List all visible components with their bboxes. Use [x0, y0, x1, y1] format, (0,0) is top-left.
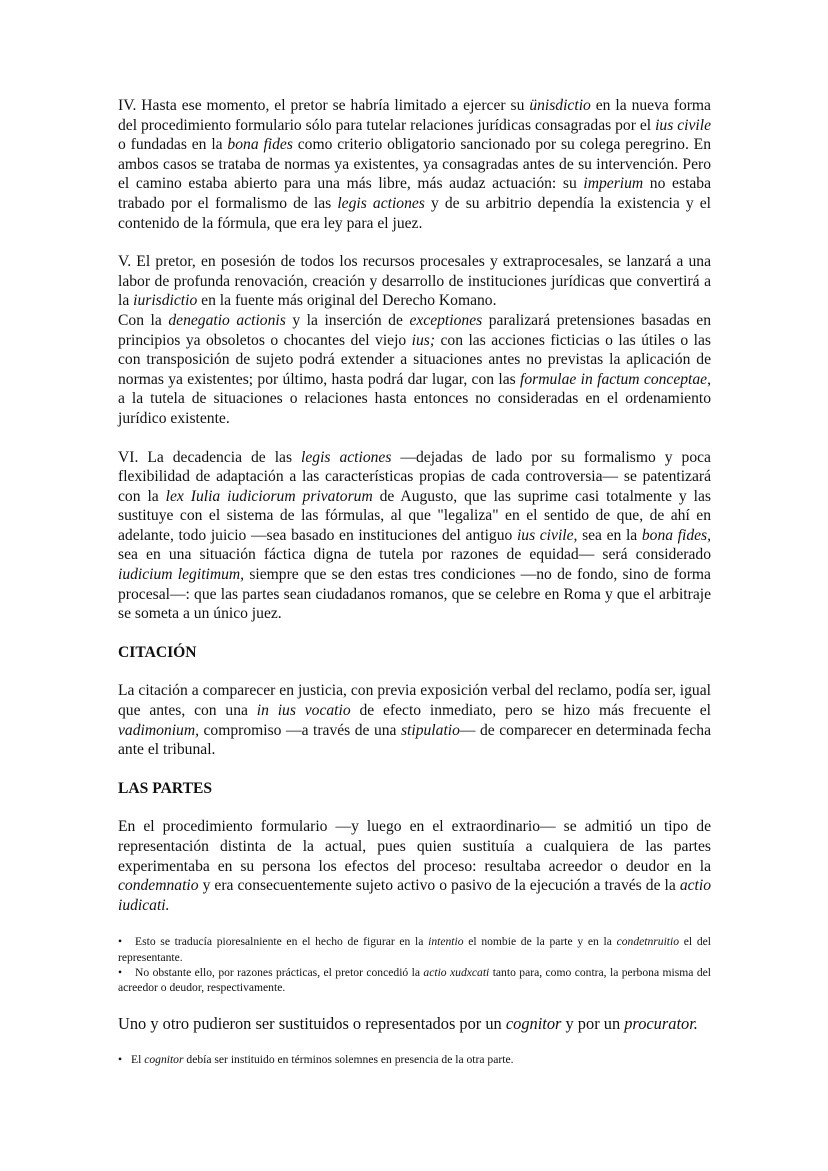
paragraph-section-v-continued: Con la denegatio actionis y la inserción de exceptiones paralizará pretensiones basadas en principios ya obsoletos o chocantes del viejo ius; con las acciones ficticias o las útiles o las con transposición de sujeto podrá extender a situaciones antes no previstas la aplicación de normas ya existentes; por último, hasta podrá dar lugar, con las formulae in factum conceptae, a la tutela de situaciones o relaciones hasta entonces no consideradas en el ordenamiento jurídico existente.	[118, 311, 712, 427]
paragraph-section-iv: IV. Hasta ese momento, el pretor se habría limitado a ejercer su ünisdictio en la nueva forma del procedimiento formulario sólo para tutelar relaciones jurídicas consagradas por el ius civile o fundadas en la bona fides como criterio obligatorio sancionado por su colega peregrino. En ambos casos se trataba de normas ya existentes, ya consagradas antes de su intervención. Pero el camino estaba abierto para una más libre, más audaz actuación: su imperium no estaba trabado por el formalismo de las legis actiones y de su arbitrio dependía la existencia y el contenido de la fórmula, que era ley para el juez.	[118, 97, 712, 232]
document-page	[118, 96, 711, 1085]
bullet-icon: •	[118, 935, 123, 949]
note-list-representacion	[118, 934, 711, 995]
note-item: • No obstante ello, por razones prácticas, el pretor concedió la actio xudxcati tanto para, como contra, la perbona misma del acreedor o deudor, respectivamente.	[118, 965, 711, 994]
paragraph-section-v: V. El pretor, en posesión de todos los recursos procesales y extraprocesales, se lanzará a una labor de profunda renovación, creación y desarrollo de instituciones jurídicas que convertirá a la iurisdictio en la fuente más original del Derecho Komano.	[118, 253, 711, 310]
note-item: • El cognitor debía ser instituido en términos solemnes en presencia de la otra parte.	[118, 1053, 514, 1067]
note-list-cognitor	[118, 1052, 711, 1067]
bullet-icon: •	[118, 1053, 123, 1067]
paragraph-las-partes: En el procedimiento formulario —y luego en el extraordinario— se admitió un tipo de representación distinta de la actual, pues quien sustituía a cualquiera de las partes experimentaba en su persona los efectos del proceso: resultaba acreedor o deudor en la condemnatio y era consecuentemente sujeto activo o pasivo de la ejecución a través de la actio iudicati.	[118, 818, 711, 914]
heading-citacion: CITACIÓN	[118, 643, 197, 661]
paragraph-section-vi: VI. La decadencia de las legis actiones —dejadas de lado por su formalismo y poca flexibilidad de adaptación a las características propias de cada controversia— se patentizará con la lex Iulia iudiciorum privatorum de Augusto, que las suprime casi totalmente y las sustituye con el sistema de las fórmulas, al que "legaliza" en el sentido de que, de ahí en adelante, todo juicio —sea basado en instituciones del antiguo ius civile, sea en la bona fides, sea en una situación fáctica digna de tutela por razones de equidad— será considerado iudicium legitimum, siempre que se den estas tres condiciones —no de fondo, sino de forma procesal—: que las partes sean ciudadanos romanos, que se celebre en Roma y que el arbitraje se someta a un único juez.	[118, 448, 712, 623]
heading-las-partes: LAS PARTES	[118, 779, 213, 797]
note-item: • Esto se traducía pioresalniente en el hecho de figurar en la intentio el nombie de la parte y en la condetnruitio el del representante.	[118, 935, 711, 964]
paragraph-cognitor-procurator: Uno y otro pudieron ser sustituidos o representados por un cognitor y por un procurator.	[118, 1014, 698, 1034]
bullet-icon: •	[118, 965, 123, 979]
paragraph-citacion: La citación a comparecer en justicia, con previa exposición verbal del reclamo, podía ser, igual que antes, con una in ius vocatio de efecto inmediato, pero se hizo más frecuente el vadimonium, compromiso —a través de una stipulatio— de comparecer en determinada fecha ante el tribunal.	[118, 682, 711, 759]
